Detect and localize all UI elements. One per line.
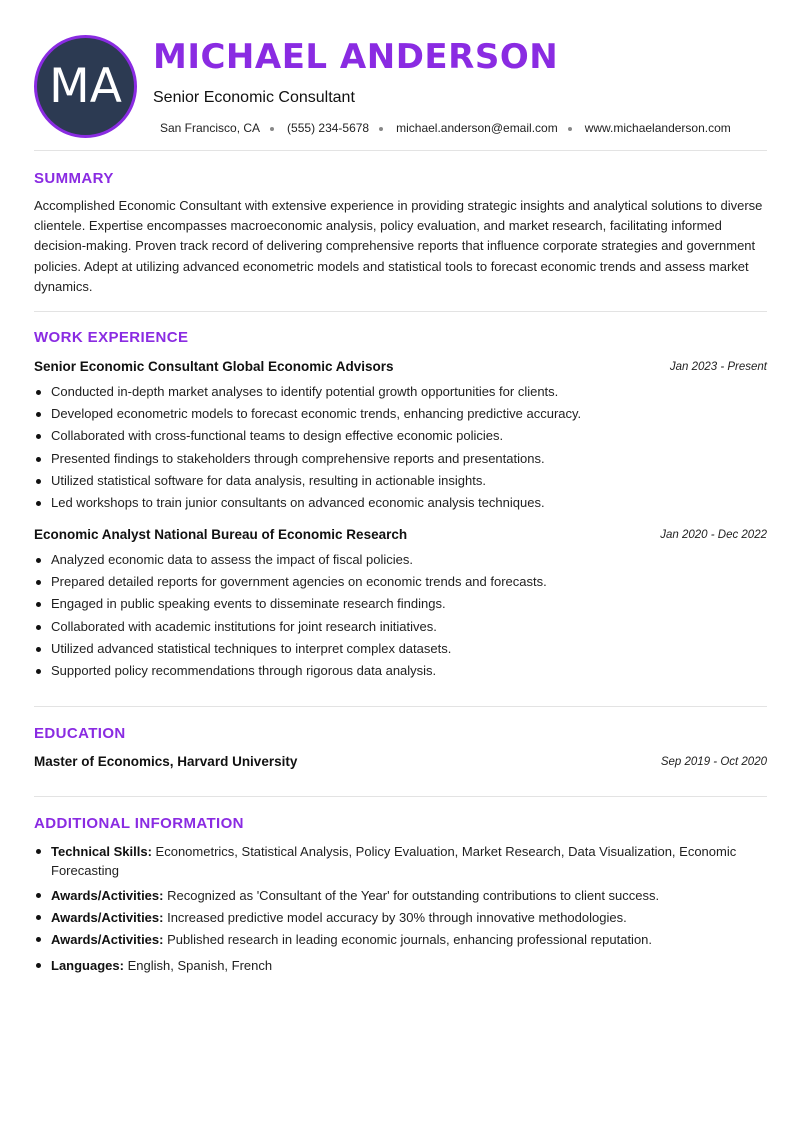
list-item: Analyzed economic data to assess the impact of fiscal policies. — [51, 549, 766, 571]
separator-dot — [379, 127, 383, 131]
education-heading: EDUCATION — [34, 725, 126, 742]
separator-dot — [568, 127, 572, 131]
info-label: Awards/Activities: — [51, 888, 164, 903]
education-date: Sep 2019 - Oct 2020 — [660, 756, 767, 768]
list-item — [51, 886, 761, 905]
info-text: Increased predictive model accuracy by 30% through innovative methodologies. — [167, 910, 627, 925]
summary-heading: SUMMARY — [34, 170, 114, 187]
info-text: Published research in leading economic journals, enhancing professional reputation. — [167, 932, 653, 947]
job-title: Economic Analyst National Bureau of Economic Research — [34, 527, 408, 542]
list-item — [51, 842, 761, 880]
contact-location: San Francisco, CA — [160, 121, 261, 135]
divider — [34, 311, 767, 312]
candidate-name: MICHAEL ANDERSON — [153, 37, 559, 77]
avatar-initials: MA — [49, 59, 122, 114]
job-date: Jan 2023 - Present — [669, 361, 767, 373]
summary-text: Accomplished Economic Consultant with extensive experience in providing strategic insights and analytical solutions to diverse clientele. Expertise encompasses macroeconomic analysis, policy evaluation, and market research, facilitating informed decision-making. Proven track record of delivering comprehensive reports that influence corporate strategies and government policies. Adept at utilizing advanced econometric models and statistical tools to forecast economic trends and assess market dynamics. — [34, 198, 763, 294]
job-date: Jan 2020 - Dec 2022 — [660, 529, 767, 541]
additional-list — [51, 842, 761, 975]
additional-heading: ADDITIONAL INFORMATION — [34, 815, 244, 832]
list-item — [51, 908, 761, 927]
resume-header — [0, 0, 800, 150]
info-label: Awards/Activities: — [51, 910, 164, 925]
job-title: Senior Economic Consultant Global Economic Advisors — [34, 359, 394, 374]
list-item: Engaged in public speaking events to disseminate research findings. — [51, 593, 766, 615]
avatar — [34, 35, 137, 138]
list-item: Presented findings to stakeholders through comprehensive reports and presentations. — [51, 448, 766, 470]
contact-website[interactable]: www.michaelanderson.com — [584, 121, 731, 135]
job-bullets — [51, 549, 766, 682]
candidate-role: Senior Economic Consultant — [153, 89, 355, 106]
contact-line — [160, 121, 731, 135]
info-text: Recognized as 'Consultant of the Year' for outstanding contributions to client success. — [167, 888, 660, 903]
info-label: Technical Skills: — [51, 844, 152, 859]
list-item: Developed econometric models to forecast economic trends, enhancing predictive accuracy. — [51, 403, 766, 425]
list-item: Utilized advanced statistical techniques to interpret complex datasets. — [51, 638, 766, 660]
education-degree: Master of Economics, Harvard University — [34, 754, 298, 769]
divider — [34, 796, 767, 797]
info-text: English, Spanish, French — [127, 958, 273, 973]
contact-phone[interactable]: (555) 234-5678 — [287, 121, 370, 135]
separator-dot — [270, 127, 274, 131]
info-text: Econometrics, Statistical Analysis, Policy Evaluation, Market Research, Data Visualization, Economic Forecasting — [51, 844, 737, 878]
list-item: Led workshops to train junior consultants on advanced economic analysis techniques. — [51, 492, 766, 514]
divider — [34, 706, 767, 707]
divider — [34, 150, 767, 151]
experience-heading: WORK EXPERIENCE — [34, 329, 189, 346]
list-item: Collaborated with academic institutions for joint research initiatives. — [51, 616, 766, 638]
list-item — [51, 956, 761, 975]
list-item: Conducted in-depth market analyses to identify potential growth opportunities for clients. — [51, 381, 766, 403]
list-item — [51, 930, 761, 949]
job-bullets — [51, 381, 766, 514]
list-item: Utilized statistical software for data analysis, resulting in actionable insights. — [51, 470, 766, 492]
info-label: Languages: — [51, 958, 124, 973]
list-item: Prepared detailed reports for government agencies on economic trends and forecasts. — [51, 571, 766, 593]
list-item: Supported policy recommendations through rigorous data analysis. — [51, 660, 766, 682]
list-item: Collaborated with cross-functional teams to design effective economic policies. — [51, 425, 766, 447]
contact-email[interactable]: michael.anderson@email.com — [396, 121, 558, 135]
info-label: Awards/Activities: — [51, 932, 164, 947]
